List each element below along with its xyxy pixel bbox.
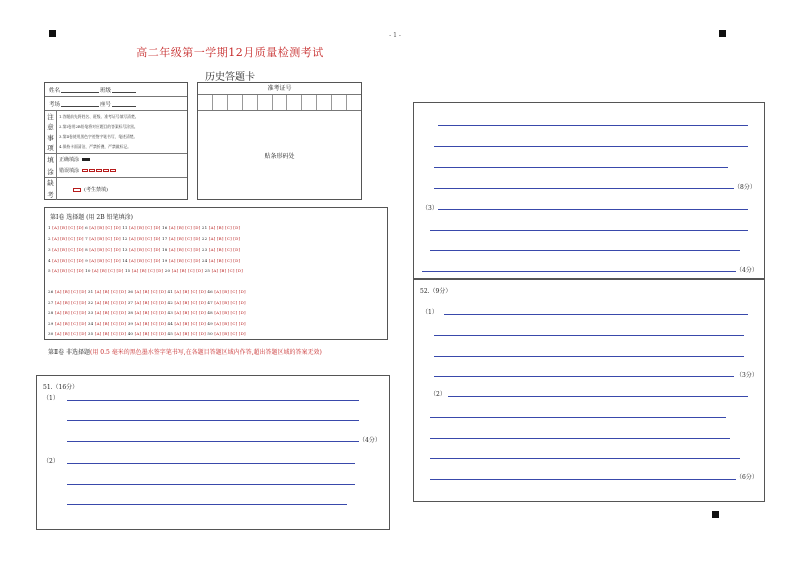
- question-number: 46: [207, 289, 215, 294]
- registration-mark-top-left: [49, 30, 56, 37]
- question-number: 9: [85, 258, 90, 263]
- missing-exam-box[interactable]: [73, 188, 81, 192]
- answer-bubbles[interactable]: [A] [B] [C] [D]: [129, 225, 163, 230]
- question-number: 2: [48, 236, 53, 241]
- question-number: 37: [127, 300, 135, 305]
- question-number: 35: [87, 331, 95, 336]
- answer-bubbles[interactable]: [A] [B] [C] [D]: [214, 300, 246, 305]
- question-number: 19: [162, 258, 169, 263]
- question-number: 20: [164, 268, 172, 273]
- answer-bubbles[interactable]: [A] [B] [C] [D]: [54, 300, 88, 305]
- class-field[interactable]: [112, 87, 136, 93]
- answer-bubbles[interactable]: [A] [B] [C] [D]: [89, 247, 123, 252]
- sub3-label: （3）: [422, 205, 438, 212]
- answer-bubbles[interactable]: [A] [B] [C] [D]: [174, 321, 208, 326]
- answer-bubbles[interactable]: [A] [B] [C] [D]: [211, 268, 243, 273]
- q51-sub1-score: （4分）: [359, 437, 381, 444]
- answer-line[interactable]: [67, 484, 355, 485]
- question-number: 7: [85, 236, 90, 241]
- barcode-area-label: 贴条形码处: [264, 153, 295, 160]
- answer-bubbles[interactable]: [A] [B] [C] [D]: [174, 310, 208, 315]
- answer-line[interactable]: [430, 417, 726, 418]
- question-number: 23: [201, 247, 209, 252]
- answer-bubbles[interactable]: [A] [B] [C] [D]: [52, 247, 86, 252]
- q52-sub1-label: （1）: [422, 309, 438, 316]
- answer-bubbles[interactable]: [A] [B] [C] [D]: [94, 321, 128, 326]
- answer-bubbles[interactable]: [A] [B] [C] [D]: [208, 258, 241, 263]
- exam-title: 高二年级第一学期12月质量检测考试: [136, 46, 324, 59]
- answer-bubbles[interactable]: [A] [B] [C] [D]: [89, 258, 123, 263]
- name-class-row: [45, 83, 187, 97]
- question-number: 40: [127, 331, 135, 336]
- part2-instruction: (用 0.5 毫米的黑色墨水签字笔书写,在各题目答题区域内作答,超出答题区域的答案无效): [90, 349, 322, 356]
- bubble-row: [48, 258, 240, 263]
- answer-bubbles[interactable]: [A] [B] [C] [D]: [54, 321, 88, 326]
- answer-bubbles[interactable]: [A] [B] [C] [D]: [129, 247, 163, 252]
- seat-label: 座号: [100, 101, 112, 108]
- question-number: 38: [127, 310, 135, 315]
- note-line: 1.答题前先将姓名、班级、准考证号填写清楚。: [59, 114, 139, 119]
- answer-bubbles[interactable]: [A] [B] [C] [D]: [214, 331, 246, 336]
- question-number: 41: [167, 289, 175, 294]
- name-label: 姓名: [49, 87, 61, 94]
- part2-header: [48, 347, 322, 356]
- choice-section-title: 第Ⅰ卷 选择题 (用 2B 铅笔填涂): [50, 214, 133, 221]
- answer-line[interactable]: [430, 438, 730, 439]
- question-number: 10: [85, 268, 93, 273]
- answer-line[interactable]: [67, 463, 355, 464]
- note-line: 2.第Ⅰ卷用2B铅笔将对应题目的答案标号涂黑。: [59, 124, 138, 129]
- wrong-fill-marks: [82, 168, 117, 174]
- answer-line[interactable]: [434, 376, 734, 377]
- missing-exam-mark: (考生禁填): [73, 186, 108, 193]
- exam-id-label: 准考证号: [198, 83, 361, 95]
- answer-line[interactable]: [438, 209, 748, 210]
- question-number: 13: [122, 247, 130, 252]
- q52-answer-box: [413, 279, 765, 502]
- question-number: 16: [162, 225, 169, 230]
- question-number: 47: [207, 300, 215, 305]
- question-number: 1: [48, 225, 53, 230]
- bubble-row: [48, 247, 240, 252]
- answer-line[interactable]: [434, 356, 744, 357]
- question-number: 5: [48, 268, 53, 273]
- missing-side-label: 缺 考: [45, 177, 57, 200]
- answer-line[interactable]: [434, 188, 734, 189]
- answer-line[interactable]: [430, 458, 740, 459]
- answer-line[interactable]: [422, 271, 736, 272]
- bubble-row: [48, 300, 246, 305]
- question-number: 21: [201, 225, 209, 230]
- question-number: 11: [122, 225, 130, 230]
- question-number: 32: [87, 300, 95, 305]
- answer-bubbles[interactable]: [A] [B] [C] [D]: [174, 289, 208, 294]
- bubble-row: [48, 331, 246, 336]
- answer-bubbles[interactable]: [A] [B] [C] [D]: [208, 236, 241, 241]
- class-label: 班级: [100, 87, 112, 94]
- answer-bubbles[interactable]: [A] [B] [C] [D]: [52, 236, 86, 241]
- answer-bubbles[interactable]: [A] [B] [C] [D]: [169, 258, 202, 263]
- answer-bubbles[interactable]: [A] [B] [C] [D]: [208, 225, 241, 230]
- answer-bubbles[interactable]: [A] [B] [C] [D]: [94, 289, 128, 294]
- question-number: 36: [127, 289, 135, 294]
- question-number: 33: [87, 310, 95, 315]
- answer-bubbles[interactable]: [A] [B] [C] [D]: [174, 331, 208, 336]
- answer-bubbles[interactable]: [A] [B] [C] [D]: [52, 258, 86, 263]
- note-line: 3.第Ⅱ卷使用黑色字迹签字笔书写，笔迹清楚。: [59, 134, 138, 139]
- answer-bubbles[interactable]: [A] [B] [C] [D]: [169, 236, 202, 241]
- answer-bubbles[interactable]: [A] [B] [C] [D]: [129, 236, 163, 241]
- answer-line[interactable]: [67, 504, 347, 505]
- answer-bubbles[interactable]: [A] [B] [C] [D]: [94, 331, 128, 336]
- answer-bubbles[interactable]: [A] [B] [C] [D]: [171, 268, 205, 273]
- answer-bubbles[interactable]: [A] [B] [C] [D]: [134, 289, 168, 294]
- question-number: 17: [162, 236, 169, 241]
- answer-bubbles[interactable]: [A] [B] [C] [D]: [52, 268, 86, 273]
- answer-line[interactable]: [430, 250, 740, 251]
- answer-sheet-subtitle: 历史答题卡: [205, 72, 255, 83]
- question-number: 27: [48, 300, 55, 305]
- answer-bubbles[interactable]: [A] [B] [C] [D]: [134, 321, 168, 326]
- part2-label: 第Ⅱ卷 非选择题: [48, 349, 90, 356]
- continued-answer-box: [413, 102, 765, 279]
- answer-bubbles[interactable]: [A] [B] [C] [D]: [131, 268, 165, 273]
- student-info-box: [44, 82, 188, 200]
- wrong-fill-example: 错误填涂: [59, 167, 117, 174]
- bubble-row: [48, 225, 240, 230]
- answer-bubbles[interactable]: [A] [B] [C] [D]: [134, 310, 168, 315]
- q51-sub1-label: （1）: [43, 395, 59, 402]
- registration-mark-bottom-right: [712, 511, 719, 518]
- question-number: 25: [204, 268, 212, 273]
- q51-title: 51.（16分）: [43, 384, 79, 391]
- bubble-row: [48, 321, 246, 326]
- answer-bubbles[interactable]: [A] [B] [C] [D]: [54, 331, 88, 336]
- exam-id-box: [197, 82, 362, 200]
- question-number: 6: [85, 225, 90, 230]
- q52-sub2-score: （6分）: [736, 474, 758, 481]
- question-number: 49: [207, 321, 215, 326]
- q51-answer-box: [36, 375, 390, 530]
- bubble-row: [48, 289, 246, 294]
- score-8: （8分）: [734, 184, 756, 191]
- answer-bubbles[interactable]: [A] [B] [C] [D]: [94, 310, 128, 315]
- answer-bubbles[interactable]: [A] [B] [C] [D]: [92, 268, 125, 273]
- answer-line[interactable]: [448, 396, 748, 397]
- answer-bubbles[interactable]: [A] [B] [C] [D]: [174, 300, 208, 305]
- answer-bubbles[interactable]: [A] [B] [C] [D]: [54, 310, 88, 315]
- question-number: 3: [48, 247, 53, 252]
- page-number: - 1 -: [389, 32, 401, 39]
- bubble-row: [48, 236, 240, 241]
- question-number: 22: [201, 236, 209, 241]
- answer-bubbles[interactable]: [A] [B] [C] [D]: [214, 310, 246, 315]
- q52-title: 52.（9分）: [420, 288, 452, 295]
- answer-line[interactable]: [438, 125, 748, 126]
- answer-line[interactable]: [67, 400, 359, 401]
- answer-bubbles[interactable]: [A] [B] [C] [D]: [89, 236, 123, 241]
- bubble-row: [48, 310, 246, 315]
- answer-line[interactable]: [67, 441, 359, 442]
- question-number: 39: [127, 321, 135, 326]
- name-field[interactable]: [61, 87, 99, 93]
- answer-bubbles[interactable]: [A] [B] [C] [D]: [169, 225, 202, 230]
- answer-line[interactable]: [434, 146, 748, 147]
- note-line: 4.保持卡面清洁，严禁折叠，严禁做标记。: [59, 144, 131, 149]
- q51-sub2-label: （2）: [43, 458, 59, 465]
- question-number: 42: [167, 300, 175, 305]
- correct-fill-example: 正确填涂: [59, 156, 90, 163]
- question-number: 26: [48, 289, 55, 294]
- notes-text: [59, 112, 187, 152]
- seat-field[interactable]: [112, 101, 136, 107]
- question-number: 18: [162, 247, 169, 252]
- answer-bubbles[interactable]: [A] [B] [C] [D]: [94, 300, 128, 305]
- answer-line[interactable]: [444, 314, 748, 315]
- question-number: 15: [124, 268, 132, 273]
- registration-mark-top-right: [719, 30, 726, 37]
- answer-bubbles[interactable]: [A] [B] [C] [D]: [208, 247, 241, 252]
- question-number: 30: [48, 331, 55, 336]
- answer-bubbles[interactable]: [A] [B] [C] [D]: [134, 300, 168, 305]
- question-number: 45: [167, 331, 175, 336]
- answer-bubbles[interactable]: [A] [B] [C] [D]: [129, 258, 163, 263]
- q52-sub2-label: （2）: [430, 391, 446, 398]
- answer-line[interactable]: [434, 335, 744, 336]
- question-number: 48: [207, 310, 215, 315]
- answer-bubbles[interactable]: [A] [B] [C] [D]: [52, 225, 86, 230]
- answer-line[interactable]: [434, 167, 728, 168]
- question-number: 14: [122, 258, 130, 263]
- question-number: 43: [167, 310, 175, 315]
- answer-bubbles[interactable]: [A] [B] [C] [D]: [54, 289, 88, 294]
- question-number: 8: [85, 247, 90, 252]
- question-number: 34: [87, 321, 95, 326]
- question-number: 31: [87, 289, 95, 294]
- notes-side-label: 注 意 事 项: [45, 111, 57, 153]
- question-number: 24: [201, 258, 209, 263]
- question-number: 28: [48, 310, 55, 315]
- answer-line[interactable]: [430, 479, 736, 480]
- answer-line[interactable]: [67, 420, 359, 421]
- answer-bubbles[interactable]: [A] [B] [C] [D]: [89, 225, 123, 230]
- answer-bubbles[interactable]: [A] [B] [C] [D]: [169, 247, 202, 252]
- room-label: 考场: [49, 101, 61, 108]
- bubble-row: [48, 268, 243, 273]
- answer-bubbles[interactable]: [A] [B] [C] [D]: [214, 289, 246, 294]
- question-number: 12: [122, 236, 130, 241]
- score-4: （4分）: [736, 267, 758, 274]
- fill-side-label: 填 涂: [45, 153, 57, 177]
- answer-bubbles[interactable]: [A] [B] [C] [D]: [214, 321, 246, 326]
- choice-section: [44, 207, 388, 340]
- question-number: 4: [48, 258, 53, 263]
- q52-sub1-score: （3分）: [736, 372, 758, 379]
- question-number: 44: [167, 321, 175, 326]
- exam-id-cells[interactable]: [198, 95, 361, 111]
- question-number: 29: [48, 321, 55, 326]
- answer-line[interactable]: [430, 230, 748, 231]
- room-field[interactable]: [61, 101, 99, 107]
- correct-fill-mark: [82, 158, 90, 161]
- question-number: 50: [207, 331, 215, 336]
- room-seat-row: [45, 97, 187, 111]
- answer-bubbles[interactable]: [A] [B] [C] [D]: [134, 331, 168, 336]
